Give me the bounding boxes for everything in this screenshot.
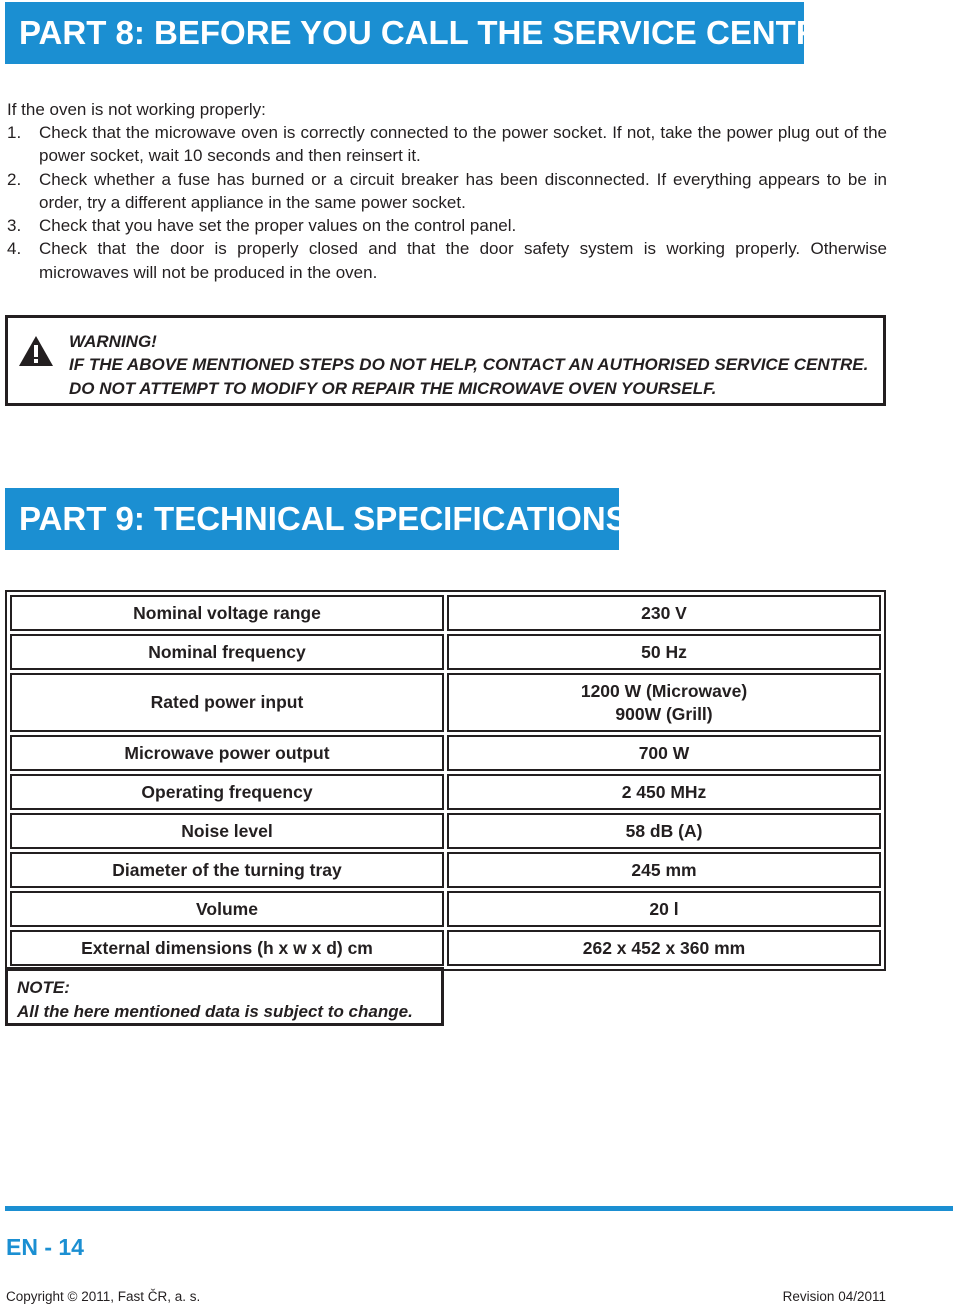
copyright: Copyright © 2011, Fast ČR, a. s. <box>6 1289 201 1304</box>
step-text: Check that the microwave oven is correctly connected to the power socket. If not, take the power plug out of the power socket, wait 10 seconds and then reinsert it. <box>39 123 887 166</box>
warning-line-2: DO NOT ATTEMPT TO MODIFY OR REPAIR THE MICROWAVE OVEN YOURSELF. <box>69 378 717 398</box>
step-number: 2. <box>7 169 22 189</box>
warning-heading: WARNING! <box>69 332 157 351</box>
spec-label: Operating frequency <box>10 774 444 810</box>
spec-label: Diameter of the turning tray <box>10 852 444 888</box>
step-number: 4. <box>7 239 22 259</box>
table-row <box>10 774 881 810</box>
warning-text <box>69 330 868 400</box>
spec-value: 58 dB (A) <box>447 813 881 849</box>
spec-value: 2 450 MHz <box>447 774 881 810</box>
section-8-title: PART 8: BEFORE YOU CALL THE SERVICE CENTRE <box>5 2 804 64</box>
spec-value: 230 V <box>447 595 881 631</box>
table-row <box>10 813 881 849</box>
step-number: 3. <box>7 216 22 236</box>
spec-label: Rated power input <box>10 673 444 732</box>
note-text: All the here mentioned data is subject to change. <box>17 1001 413 1021</box>
table-row <box>10 735 881 771</box>
revision-label: Revision <box>782 1289 835 1304</box>
spec-value: 262 x 452 x 360 mm <box>447 930 881 966</box>
spec-label: Microwave power output <box>10 735 444 771</box>
table-row <box>10 852 881 888</box>
step-item <box>7 237 887 284</box>
warning-triangle-icon <box>18 335 54 367</box>
step-item <box>7 214 887 237</box>
spec-value: 20 l <box>447 891 881 927</box>
step-item <box>7 168 887 215</box>
revision <box>783 1289 886 1304</box>
note-heading: NOTE: <box>17 978 70 997</box>
step-text: Check that you have set the proper values on the control panel. <box>39 216 517 236</box>
step-number: 1. <box>7 123 22 142</box>
step-text: Check that the door is properly closed and that the door safety system is working properly. Otherwise microwaves will not be produced in the oven. <box>39 239 887 282</box>
spec-label: Nominal frequency <box>10 634 444 670</box>
note-box <box>5 967 444 1026</box>
table-row <box>10 930 881 966</box>
spec-label: Noise level <box>10 813 444 849</box>
warning-box <box>5 315 886 406</box>
table-row <box>10 891 881 927</box>
spec-table <box>5 590 886 971</box>
step-text: Check whether a fuse has burned or a circuit breaker has been disconnected. If everything appears to be in order, try a different appliance in the same power socket. <box>39 169 887 212</box>
spec-label: External dimensions (h x w x d) cm <box>10 930 444 966</box>
step-item <box>7 121 887 168</box>
warning-line-1: IF THE ABOVE MENTIONED STEPS DO NOT HELP, CONTACT AN AUTHORISED SERVICE CENTRE. <box>69 355 869 375</box>
spec-label: Nominal voltage range <box>10 595 444 631</box>
footer-divider <box>5 1206 953 1211</box>
section-9-title: PART 9: TECHNICAL SPECIFICATIONS <box>5 488 619 550</box>
spec-value-line: 1200 W (Microwave) <box>580 680 748 701</box>
spec-label: Volume <box>10 891 444 927</box>
revision-date: 04/2011 <box>838 1289 886 1304</box>
troubleshooting-intro: If the oven is not working properly: <box>7 100 266 119</box>
table-row <box>10 595 881 631</box>
troubleshooting-steps <box>7 121 887 284</box>
spec-value: 50 Hz <box>447 634 881 670</box>
spec-value <box>447 673 881 732</box>
spec-value: 245 mm <box>447 852 881 888</box>
page-number: EN - 14 <box>6 1234 84 1260</box>
table-row <box>10 634 881 670</box>
table-row <box>10 673 881 732</box>
spec-value-line: 900W (Grill) <box>615 703 713 724</box>
spec-value: 700 W <box>447 735 881 771</box>
